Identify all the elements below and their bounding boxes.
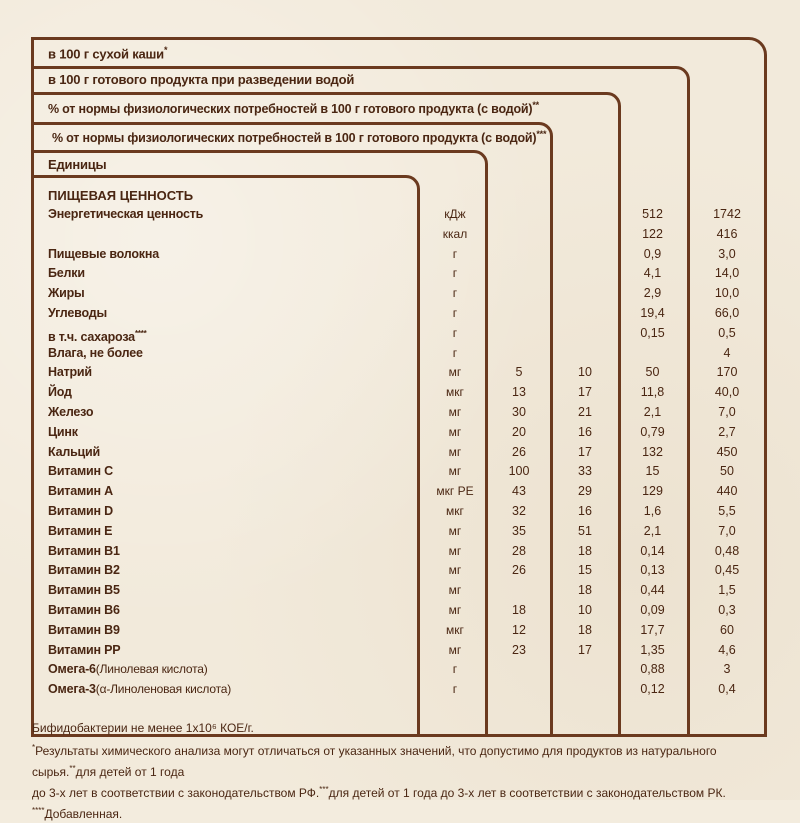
nutrient-unit: г (452, 286, 458, 301)
value-ready-product: 1,6 (643, 504, 662, 518)
nutrient-name (48, 383, 72, 403)
header-percent-kz-text: % от нормы физиологических потребностей в 100 г готового продукта (с водой) (52, 131, 537, 146)
percent-norm-kz (490, 660, 548, 680)
value-dry-porridge: 0,4 (718, 682, 736, 697)
footnote-mark: *** (319, 785, 329, 794)
nutrient-name (48, 245, 159, 265)
nutrient-name-text: Витамин С (48, 464, 113, 479)
footer-line-1 (32, 720, 777, 737)
value-ready-product: 0,09 (640, 603, 665, 617)
nutrient-name (48, 284, 85, 304)
value-dry-porridge: 170 (716, 365, 738, 380)
value-ready-product: 1,35 (640, 642, 665, 657)
percent-norm-ru: 10 (578, 365, 592, 380)
footnote-mark: ** (69, 764, 76, 773)
value-dry-porridge: 14,0 (714, 266, 740, 281)
nutrient-name-text: Витамин В2 (48, 563, 120, 578)
value-dry-porridge: 2,7 (718, 424, 736, 439)
value-ready-product: 129 (642, 484, 663, 499)
value-ready-product: 19,4 (640, 306, 665, 320)
percent-norm-kz: 20 (512, 424, 526, 439)
percent-norm-ru (555, 304, 615, 324)
nutrient-unit: г (452, 306, 458, 320)
nutrient-name-text: Витамин В6 (48, 603, 120, 617)
nutrient-name (48, 324, 147, 344)
nutrient-name (48, 660, 208, 680)
nutrient-name (48, 482, 113, 502)
value-dry-porridge: 450 (716, 444, 738, 459)
percent-norm-kz: 13 (512, 385, 526, 400)
section-title: ПИЩЕВАЯ ЦЕННОСТЬ (48, 188, 194, 203)
value-dry-porridge: 416 (716, 226, 738, 241)
percent-norm-ru: 29 (578, 484, 592, 499)
nutrient-subname: (Линолевая кислота) (95, 662, 208, 677)
nutrient-name-text: Витамин А (48, 484, 113, 499)
percent-norm-kz: 18 (512, 603, 526, 617)
nutrient-name-text: Железо (48, 405, 94, 419)
value-ready-product: 17,7 (640, 622, 665, 637)
nutrient-unit: мг (448, 583, 462, 598)
value-ready-product: 122 (642, 226, 663, 241)
nutrient-unit: мг (448, 405, 462, 419)
value-dry-porridge: 7,0 (718, 405, 736, 419)
value-dry-porridge: 4 (723, 345, 731, 360)
nutrient-unit: ккал (442, 226, 468, 241)
header-percent-ru (48, 100, 539, 116)
nutrient-unit: мг (448, 444, 462, 459)
nutrient-name-text: в т.ч. сахароза (48, 329, 135, 344)
nutrient-name (48, 502, 113, 522)
percent-norm-ru: 15 (578, 563, 592, 578)
footnote-analysis: Результаты химического анализа могут отличаться от указанных значений, что допустимо для продуктов из натурального сырья. (32, 744, 717, 779)
percent-norm-ru (555, 225, 615, 245)
value-dry-porridge: 10,0 (714, 286, 740, 301)
nutrient-unit: мг (448, 464, 462, 479)
footnote-mark: **** (32, 806, 45, 815)
percent-norm-ru: 17 (578, 444, 592, 459)
value-ready-product: 4,1 (643, 266, 662, 281)
value-dry-porridge: 5,5 (718, 504, 736, 518)
percent-norm-ru: 16 (578, 424, 592, 439)
percent-norm-kz (490, 245, 548, 265)
footnote-mark: ** (532, 100, 539, 110)
nutrient-name-text: Витамин Е (48, 523, 113, 538)
value-ready-product: 0,44 (640, 583, 665, 598)
percent-norm-ru (555, 680, 615, 700)
value-dry-porridge: 1,5 (718, 583, 736, 598)
value-dry-porridge: 4,6 (718, 642, 736, 657)
nutrient-name (48, 344, 143, 364)
percent-norm-kz (490, 581, 548, 601)
header-units (48, 157, 106, 172)
value-ready-product: 512 (642, 207, 663, 221)
percent-norm-ru: 33 (578, 464, 592, 479)
header-ready-product (48, 72, 354, 87)
value-dry-porridge: 0,45 (714, 563, 740, 578)
nutrient-unit: г (452, 266, 458, 281)
value-ready-product: 11,8 (640, 385, 665, 400)
value-dry-porridge: 50 (720, 464, 734, 479)
nutrient-unit: мг (448, 523, 462, 538)
percent-norm-kz (490, 680, 548, 700)
nutrient-name-text: Йод (48, 385, 72, 400)
percent-norm-ru: 18 (578, 583, 592, 598)
nutrient-unit: г (452, 246, 458, 261)
percent-norm-ru: 16 (578, 504, 592, 518)
nutrient-unit: мг (448, 642, 462, 657)
nutrient-name-text: Витамин РР (48, 642, 121, 657)
percent-norm-ru (555, 284, 615, 304)
percent-norm-kz (490, 225, 548, 245)
nutrient-name (48, 522, 112, 542)
percent-norm-kz: 32 (512, 504, 526, 518)
nutrient-name (48, 680, 231, 700)
nutrient-name-text: Энергетическая ценность (48, 207, 204, 221)
nutrient-name (48, 304, 107, 324)
nutrient-name (48, 423, 78, 443)
footnote-mark: **** (134, 328, 147, 338)
footnote-mark: *** (536, 129, 547, 139)
nutrient-subname: (α-Линоленовая кислота) (95, 682, 231, 697)
nutrient-name-text: Белки (48, 266, 85, 281)
percent-norm-ru (555, 660, 615, 680)
footnote-added: Добавленная. (44, 807, 123, 821)
nutrient-name-text: Омега-6 (48, 662, 96, 677)
percent-norm-kz: 43 (512, 484, 526, 499)
percent-norm-kz: 12 (512, 622, 526, 637)
percent-norm-ru: 18 (578, 622, 592, 637)
nutrient-unit: г (452, 345, 458, 360)
nutrient-name (48, 581, 120, 601)
footnote-ru-age: для детей от 1 года (75, 765, 185, 779)
value-dry-porridge: 40,0 (714, 385, 740, 400)
percent-norm-kz: 23 (512, 642, 526, 657)
value-dry-porridge: 66,0 (714, 306, 740, 320)
percent-norm-ru (555, 205, 615, 225)
nutrient-unit: мкг (446, 385, 464, 400)
nutrient-name-text: Влага, не более (48, 345, 143, 360)
footnote-ru-law: до 3-х лет в соответствии с законодательством РФ. (32, 786, 320, 800)
value-dry-porridge: 60 (720, 622, 734, 637)
header-dry-porridge (48, 45, 167, 61)
nutrient-name (48, 205, 203, 225)
value-ready-product: 50 (645, 365, 660, 380)
nutrient-name (48, 641, 120, 661)
nutrient-unit: мг (448, 543, 462, 558)
value-ready-product: 0,88 (640, 662, 665, 677)
percent-norm-kz (490, 304, 548, 324)
percent-norm-kz (490, 264, 548, 284)
footnote-mark: * (32, 743, 36, 752)
nutrient-name-text: Цинк (48, 424, 78, 439)
percent-norm-kz: 28 (512, 543, 526, 558)
value-ready-product: 2,9 (643, 286, 662, 301)
nutrient-unit: г (452, 662, 458, 677)
value-ready-product: 0,13 (640, 563, 665, 578)
nutrient-name (48, 363, 92, 383)
nutrient-name-text: Витамин В1 (48, 543, 120, 558)
nutrient-name (48, 542, 120, 562)
nutrient-unit: мг (448, 365, 462, 380)
value-ready-product: 2,1 (643, 405, 662, 419)
percent-norm-kz (490, 205, 548, 225)
header-ready-product-text: в 100 г готового продукта при разведении водой (48, 72, 355, 87)
nutrient-unit: г (452, 682, 458, 697)
footer-notes (32, 739, 777, 823)
percent-norm-kz (490, 344, 548, 364)
nutrient-name (48, 601, 120, 621)
value-ready-product: 0,12 (640, 682, 665, 697)
percent-norm-ru (555, 264, 615, 284)
nutrient-name-text: Натрий (48, 365, 92, 380)
nutrient-unit: мкг РЕ (436, 484, 474, 499)
nutrient-name (48, 621, 120, 641)
nutrient-name (48, 443, 100, 463)
nutrient-name-text: Витамин В5 (48, 583, 120, 598)
value-dry-porridge: 7,0 (718, 523, 736, 538)
nutrient-name-text: Витамин D (48, 504, 113, 518)
percent-norm-kz: 35 (512, 523, 526, 538)
nutrient-unit: мкг (446, 622, 464, 637)
percent-norm-kz: 26 (512, 563, 526, 578)
nutrient-name-text: Омега-3 (48, 682, 96, 697)
nutrient-name-text: Кальций (48, 444, 101, 459)
value-ready-product: 0,14 (640, 543, 665, 558)
nutrient-name-text: Пищевые волокна (48, 246, 159, 261)
percent-norm-ru (555, 324, 615, 344)
percent-norm-kz (490, 324, 548, 344)
header-units-text: Единицы (48, 157, 107, 172)
value-ready-product: 0,9 (643, 246, 662, 261)
nutrient-name-text: Жиры (48, 286, 85, 301)
percent-norm-kz: 30 (512, 405, 526, 419)
header-percent-ru-text: % от нормы физиологических потребностей в 100 г готового продукта (с водой) (48, 102, 533, 117)
value-ready-product: 2,1 (643, 523, 662, 538)
footer-bifido: Бифидобактерии не менее 1x10⁶ КОЕ/г. (32, 721, 254, 735)
header-dry-porridge-text: в 100 г сухой каши (48, 46, 164, 62)
value-dry-porridge: 1742 (713, 207, 741, 221)
percent-norm-ru: 51 (578, 523, 592, 538)
nutrient-unit: мг (448, 424, 462, 439)
value-ready-product: 15 (645, 464, 660, 479)
percent-norm-kz (490, 284, 548, 304)
nutrient-unit: мкг (446, 504, 464, 518)
nutrient-unit: мг (448, 563, 462, 578)
nutrient-unit: мг (448, 603, 462, 617)
value-ready-product: 0,15 (640, 325, 665, 340)
percent-norm-ru (555, 245, 615, 265)
footnote-mark: * (163, 45, 168, 55)
footnote-kz-law: для детей от 1 года до 3-х лет в соответствии с законодательством РК. (328, 786, 726, 800)
percent-norm-ru: 17 (578, 642, 592, 657)
value-ready-product: 132 (642, 444, 663, 459)
percent-norm-ru: 10 (578, 603, 592, 617)
nutrient-unit: кДж (444, 207, 466, 221)
value-dry-porridge: 0,48 (714, 543, 740, 558)
percent-norm-kz: 5 (515, 365, 523, 380)
percent-norm-kz: 100 (508, 464, 530, 479)
nutrient-name (48, 264, 85, 284)
value-ready-product: 0,79 (640, 424, 665, 439)
percent-norm-kz: 26 (512, 444, 526, 459)
value-dry-porridge: 3 (723, 662, 731, 677)
percent-norm-ru (555, 344, 615, 364)
nutrient-name (48, 561, 120, 581)
nutrient-name-text: Витамин В9 (48, 622, 120, 637)
nutrient-name (48, 403, 93, 423)
header-percent-kz (52, 129, 546, 145)
value-dry-porridge: 3,0 (718, 246, 736, 261)
percent-norm-ru: 17 (578, 385, 592, 400)
percent-norm-ru: 18 (578, 543, 592, 558)
percent-norm-ru: 21 (578, 405, 592, 419)
value-ready-product (620, 344, 685, 364)
nutrient-name (48, 462, 113, 482)
value-dry-porridge: 440 (716, 484, 738, 499)
nutrient-unit: г (452, 325, 458, 340)
nutrient-name-text: Углеводы (48, 306, 107, 320)
value-dry-porridge: 0,3 (718, 603, 736, 617)
value-dry-porridge: 0,5 (718, 325, 736, 340)
